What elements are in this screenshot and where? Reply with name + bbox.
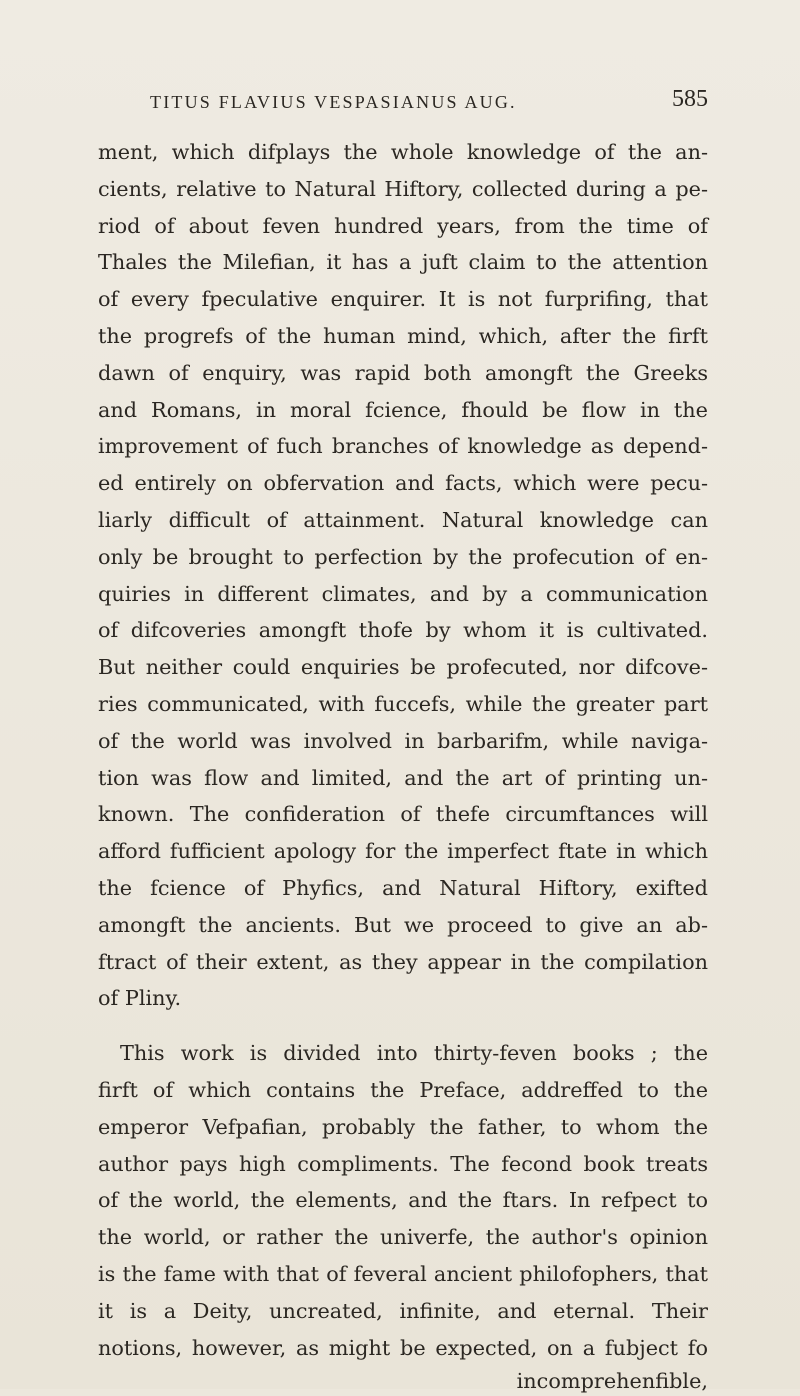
paragraph-gap xyxy=(98,1017,708,1035)
text-line: the fcience of Phyfics, and Natural Hiftory, exifted xyxy=(98,875,708,900)
text-line: of the world, the elements, and the ftars. In refpect to xyxy=(98,1188,708,1213)
paragraph-2 xyxy=(98,1035,708,1366)
text-line: of Pliny. xyxy=(98,986,182,1011)
text-line: riod of about feven hundred years, from the time of xyxy=(98,213,708,238)
text-line: tion was flow and limited, and the art of printing un- xyxy=(98,765,708,790)
text-line: dawn of enquiry, was rapid both amongft the Greeks xyxy=(98,360,708,385)
text-line: the world, or rather the univerfe, the author's opinion xyxy=(98,1225,708,1250)
text-line: amongft the ancients. But we proceed to give an ab- xyxy=(98,912,708,937)
text-line: the progrefs of the human mind, which, after the firft xyxy=(98,323,708,348)
text-line: quiries in different climates, and by a communication xyxy=(98,581,708,606)
body-text xyxy=(98,134,708,1396)
text-line: improvement of fuch branches of knowledge as depend- xyxy=(98,434,708,459)
text-line: This work is divided into thirty-feven books ; the xyxy=(120,1041,708,1066)
running-head xyxy=(98,86,708,126)
text-line: cients, relative to Natural Hiftory, collected during a pe- xyxy=(98,176,708,201)
text-line: author pays high compliments. The fecond book treats xyxy=(98,1151,708,1176)
text-line: notions, however, as might be expected, on a fubject fo xyxy=(98,1335,708,1360)
text-line: liarly difficult of attainment. Natural knowledge can xyxy=(98,507,708,532)
text-line: But neither could enquiries be profecuted, nor difcove- xyxy=(98,655,708,680)
paragraph-1 xyxy=(98,134,708,1017)
text-line: ries communicated, with fuccefs, while the greater part xyxy=(98,691,708,716)
running-title: TITUS FLAVIUS VESPASIANUS AUG. xyxy=(150,92,517,112)
text-line: only be brought to perfection by the profecution of en- xyxy=(98,544,708,569)
text-line: known. The confideration of thefe circumftances will xyxy=(98,802,708,827)
text-line: emperor Vefpafian, probably the father, to whom the xyxy=(98,1114,708,1139)
text-line: is the fame with that of feveral ancient philofophers, that xyxy=(98,1261,708,1286)
text-line: ftract of their extent, as they appear in the compilation xyxy=(98,949,708,974)
text-line: it is a Deity, uncreated, infinite, and eternal. Their xyxy=(98,1298,708,1323)
page-number: 585 xyxy=(672,86,708,112)
text-line: of difcoveries amongft thofe by whom it is cultivated. xyxy=(98,618,708,643)
text-line: of every fpeculative enquirer. It is not furprifing, that xyxy=(98,287,708,312)
text-line: of the world was involved in barbarifm, while naviga- xyxy=(98,728,708,753)
text-line: afford fufficient apology for the imperfect ftate in which xyxy=(98,839,708,864)
catchword: incomprehenfible, xyxy=(516,1369,708,1394)
text-line: ed entirely on obfervation and facts, which were pecu- xyxy=(98,471,708,496)
text-line: Thales the Milefian, it has a juft claim to the attention xyxy=(98,250,708,275)
text-line: firft of which contains the Preface, addreffed to the xyxy=(98,1077,708,1102)
text-line: ment, which difplays the whole knowledge of the an- xyxy=(98,140,708,164)
text-line: and Romans, in moral fcience, fhould be flow in the xyxy=(98,397,708,422)
